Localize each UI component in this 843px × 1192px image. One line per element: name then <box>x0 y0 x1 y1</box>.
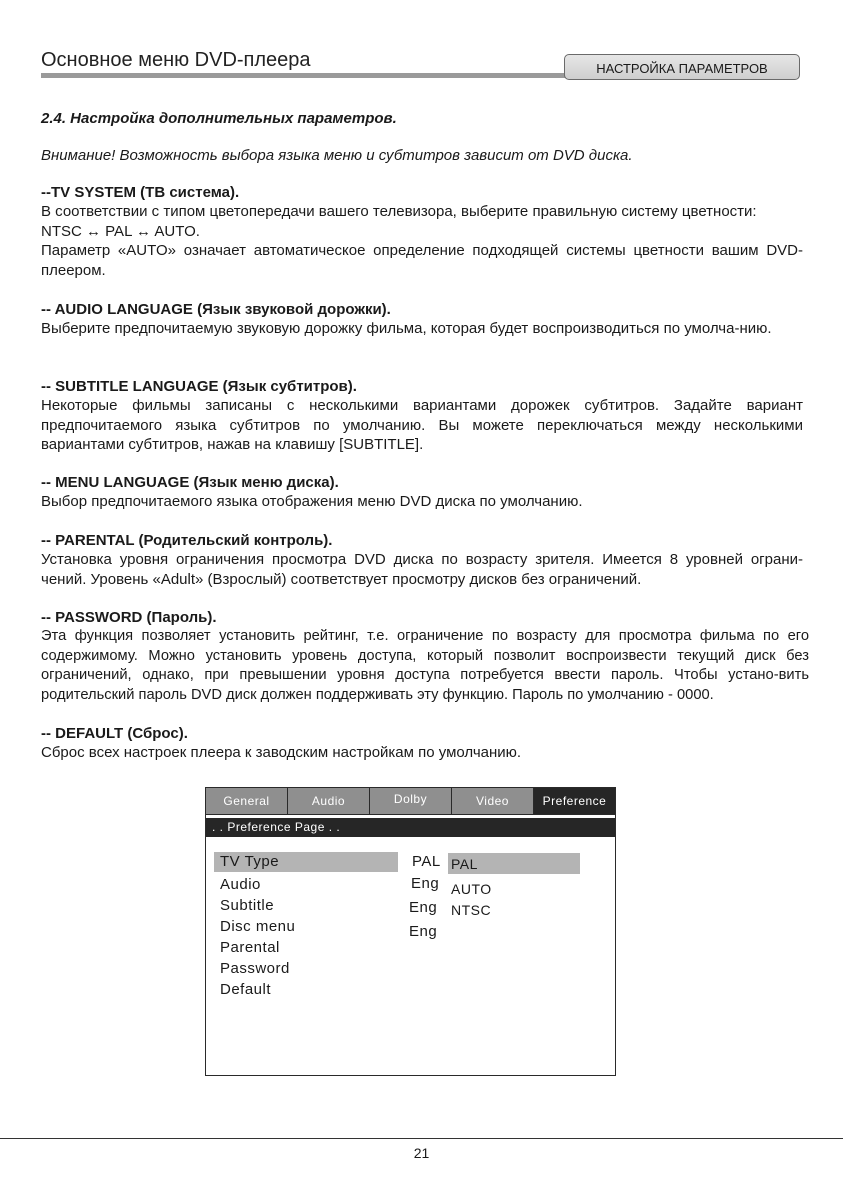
section-heading: 2.4. Настройка дополнительных параметров. <box>41 110 397 127</box>
tab-general[interactable]: General <box>206 788 288 815</box>
item-tv-system <box>41 183 803 280</box>
item-heading: -- PASSWORD (Пароль). <box>41 609 217 626</box>
item-subtitle-language <box>41 377 803 455</box>
osd-item-parental[interactable]: Parental <box>220 939 280 956</box>
tab-dolby[interactable]: Dolby <box>370 788 452 815</box>
osd-value-subtitle: Eng <box>409 899 438 916</box>
item-default <box>41 724 803 763</box>
item-heading: --TV SYSTEM (ТВ система). <box>41 184 240 201</box>
osd-option-pal[interactable]: PAL <box>448 853 580 874</box>
osd-value-disc-menu: Eng <box>409 923 438 940</box>
osd-value-tv-type: PAL <box>412 853 441 870</box>
osd-item-password[interactable]: Password <box>220 960 290 977</box>
section-badge: НАСТРОЙКА ПАРАМЕТРОВ <box>564 54 800 80</box>
item-parental <box>41 531 803 589</box>
osd-item-default[interactable]: Default <box>220 981 272 998</box>
item-text: Сброс всех настроек плеера к заводским настройкам по умолчанию. <box>41 744 522 761</box>
item-heading: -- AUDIO LANGUAGE (Язык звуковой дорожки). <box>41 301 391 318</box>
osd-item-subtitle[interactable]: Subtitle <box>220 897 275 914</box>
footer-rule <box>0 1138 843 1139</box>
osd-option-auto[interactable]: AUTO <box>451 881 492 897</box>
tab-video[interactable]: Video <box>452 788 534 815</box>
header-rule <box>41 73 607 78</box>
item-audio-language <box>41 300 803 339</box>
item-menu-language <box>41 473 803 512</box>
osd-item-disc-menu[interactable]: Disc menu <box>220 918 296 935</box>
osd-tab-bar <box>206 788 615 815</box>
item-heading: -- SUBTITLE LANGUAGE (Язык субтитров). <box>41 378 357 395</box>
osd-page-title: . . Preference Page . . <box>206 818 615 837</box>
item-text: NTSC ↔ PAL ↔ AUTO. <box>41 222 200 240</box>
item-heading: -- MENU LANGUAGE (Язык меню диска). <box>41 474 339 491</box>
item-text: Некоторые фильмы записаны с несколькими вариантами дорожек субтитров. Задайте вариант предпочитаемого языка субтитров по умолчанию. Вы можете переключаться между несколькими вариантами субтитров, нажав на клавишу [SUBTITLE]. <box>41 397 803 453</box>
notice-text: Внимание! Возможность выбора языка меню и субтитров зависит от DVD диска. <box>41 147 633 164</box>
item-text: Параметр «AUTO» означает автоматическое определение подходящей системы цветности вашим DVD-плеером. <box>41 242 803 279</box>
item-password <box>41 608 809 705</box>
tab-preference[interactable]: Preference <box>534 788 615 815</box>
page-header-title: Основное меню DVD-плеера <box>41 49 311 71</box>
osd-value-audio: Eng <box>411 875 440 892</box>
item-text: Эта функция позволяет установить рейтинг, т.е. ограничение по возрасту для просмотра фильма по его содержимому. Можно установить уровень доступа, который позволит воспроизвести текущий диск без ограничений, однако, при превышении уровня доступа потребуется ввести пароль. Чтобы устано-вить родительский пароль DVD диск должен поддерживать эту функцию. Пароль по умолчанию - 0000. <box>41 628 809 703</box>
osd-item-audio[interactable]: Audio <box>220 876 261 893</box>
item-heading: -- PARENTAL (Родительский контроль). <box>41 532 333 549</box>
item-heading: -- DEFAULT (Сброс). <box>41 725 188 742</box>
item-text: Выбор предпочитаемого языка отображения меню DVD диска по умолчанию. <box>41 493 583 510</box>
osd-option-ntsc[interactable]: NTSC <box>451 902 492 918</box>
item-text: В соответствии с типом цветопередачи вашего телевизора, выберите правильную систему цветности: <box>41 203 757 220</box>
osd-setup-menu <box>205 787 616 1076</box>
osd-item-tv-type[interactable]: TV Type <box>214 852 398 872</box>
tab-audio[interactable]: Audio <box>288 788 370 815</box>
item-text: Выберите предпочитаемую звуковую дорожку фильма, которая будет воспроизводиться по умолча-нию. <box>41 320 772 337</box>
page-number: 21 <box>413 1145 430 1161</box>
item-text: Установка уровня ограничения просмотра DVD диска по возрасту зрителя. Имеется 8 уровней ограни-чений. Уровень «Adult» (Взрослый) соответствует просмотру дисков без ограничений. <box>41 551 803 588</box>
